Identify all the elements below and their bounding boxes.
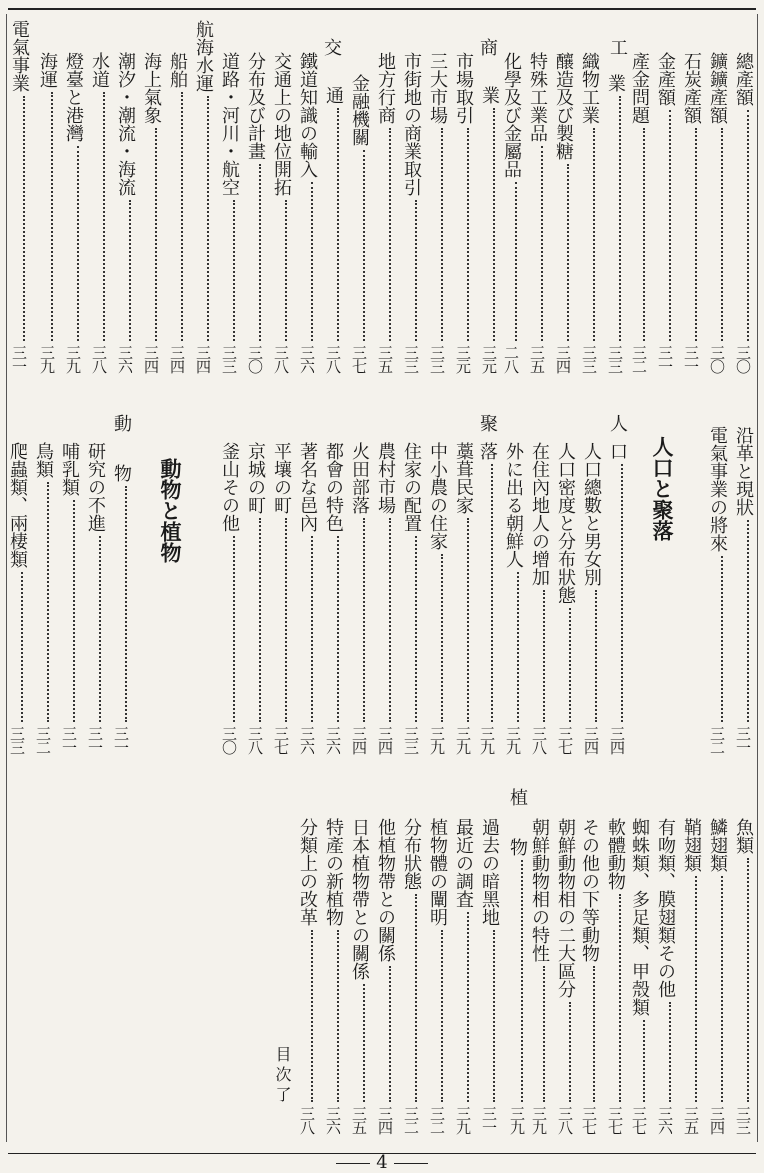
toc-entry-page: 三三 [428,345,446,373]
toc-entry-title: 人口密度と分布狀態 [555,442,576,604]
toc-entry [706,426,728,762]
toc-entry-title: 哺乳類 [59,442,80,496]
top-rule [8,8,756,10]
dot-leader [337,930,339,1102]
toc-entry-title: 分類上の改革 [297,818,318,926]
dot-leader [569,608,571,722]
dot-leader [747,520,749,722]
toc-band-2 [0,402,764,762]
dot-leader [363,150,365,341]
dot-leader [415,200,417,341]
toc-entry-title: 地方行商 [375,52,396,124]
toc-entry [348,442,370,762]
dot-leader [493,930,495,1102]
toc-entry [374,442,396,762]
toc-entry [114,52,136,381]
dot-leader [47,482,49,722]
toc-entry-page: 三四 [168,345,186,373]
toc-entry [348,74,370,381]
toc-entry-title: 藁葺民家 [453,442,474,514]
toc-entry-title: 業 [605,74,626,92]
toc-entry-title: 朝鮮動物相の二大區分 [555,818,576,998]
toc-entry-title: 道路・河川・航空 [219,52,240,196]
dot-leader [103,92,105,341]
toc-entry [84,442,106,762]
dot-leader [415,536,417,722]
toc-entry [426,818,448,1142]
dot-leader [643,1020,645,1102]
toc-entry [554,818,576,1142]
toc-entry [400,52,422,381]
toc-entry-page: 三五 [682,1106,700,1134]
toc-entry [580,442,602,762]
toc-entry-page: 三六 [324,1106,342,1134]
dot-leader [543,966,545,1102]
toc-entry-page: 三二 [428,1106,446,1134]
toc-entry [606,442,628,762]
toc-entry [654,818,676,1142]
toc-entry [218,442,240,762]
toc-entry-title: 業 [479,86,500,104]
dot-leader [363,984,365,1102]
toc-entry-page: 三元 [454,345,472,373]
toc-entry-page: 三一 [480,1106,498,1134]
toc-entry-page: 三九 [428,726,446,754]
dot-leader [21,572,23,722]
toc-entry-title: 總產額 [733,52,754,106]
toc-entry-page: 三三 [8,726,26,754]
toc-entry-title: 朝鮮動物相の特性 [529,818,550,962]
toc-entry [476,442,498,762]
toc-entry [322,442,344,762]
toc-entry [680,52,702,381]
toc-entry-page: 三〇 [734,345,752,373]
toc-end-note: 目次了 [273,1046,292,1106]
toc-entry-title: 他植物帶との關係 [375,818,396,962]
toc-entry-title: 過去の暗黑地 [479,818,500,926]
toc-entry-title: 通 [323,86,344,104]
toc-entry-title: 鞘翅類 [681,818,702,872]
toc-entry-title: 特殊工業品 [527,52,548,142]
toc-entry-page: 三〇 [708,345,726,373]
dot-leader [515,182,517,341]
toc-entry-page: 三七 [580,1106,598,1134]
toc-entry-page: 三七 [556,726,574,754]
toc-entry-page: 三九 [38,345,56,373]
toc-entry-title: 有吻類、膜翅類その他 [655,818,676,998]
toc-entry [578,818,600,1142]
toc-entry-page: 三九 [478,726,496,754]
toc-entry [322,86,344,381]
toc-entry [218,52,240,381]
toc-entry-page: 三八 [556,1106,574,1134]
chapter-heading-population: 人口と聚落 [650,436,674,541]
dot-leader [669,110,671,341]
toc-entry-page: 三六 [656,1106,674,1134]
section-marker-kou2: 交 [321,38,342,56]
toc-entry-page: 三六 [116,345,134,373]
toc-entry-title: 分布及び計畫 [245,52,266,160]
toc-entry-title: 鱗翅類 [707,818,728,872]
page-footer [0,1153,764,1173]
toc-entry-title: 植物體の闡明 [427,818,448,926]
toc-entry-title: 口 [607,442,628,460]
toc-entry [140,52,162,381]
toc-entry-page: 三二 [402,1106,420,1134]
toc-entry [400,442,422,762]
toc-entry [244,52,266,381]
toc-entry-page: 三三 [402,726,420,754]
toc-entry [732,426,754,762]
dot-leader [441,930,443,1102]
dot-leader [155,128,157,341]
toc-entry [552,52,574,381]
toc-entry-page: 三二 [630,345,648,373]
toc-entry-title: 航海水運 [193,20,214,92]
toc-entry-page: 三三 [220,345,238,373]
toc-entry-title: 水道 [89,52,110,88]
toc-entry [244,442,266,762]
toc-entry-page: 三四 [142,345,160,373]
toc-entry-page: 三一 [60,726,78,754]
toc-entry-page: 三四 [554,345,572,373]
toc-entry [110,464,132,762]
toc-entry-page: 三四 [708,1106,726,1134]
toc-entry-page: 三三 [734,1106,752,1134]
toc-entry-title: 交通上の地位開拓 [271,52,292,196]
toc-entry-title: 沿革と現狀 [733,426,754,516]
dot-leader [747,858,749,1102]
toc-entry-page: 三四 [350,726,368,754]
toc-entry-page: 三四 [376,1106,394,1134]
dot-leader [73,500,75,722]
page-number: 4 [376,1152,388,1173]
toc-entry [732,52,754,381]
toc-entry-page: 三〇 [246,345,264,373]
dot-leader [389,518,391,722]
toc-entry [296,442,318,762]
toc-entry-title: 特產の新植物 [323,818,344,926]
toc-entry-page: 二八 [502,345,520,373]
toc-entry [478,818,500,1142]
dot-leader [747,110,749,341]
toc-entry-title: 潮汐・潮流・海流 [115,52,136,196]
dot-leader [493,108,495,341]
dot-leader [567,164,569,341]
toc-entry-title: 鐵道知識の輸入 [297,52,318,178]
toc-entry-title: 分布狀態 [401,818,422,890]
toc-entry-title: 三大市場 [427,52,448,124]
toc-entry [526,52,548,381]
section-marker-kou: 工 [607,38,628,56]
toc-entry [374,818,396,1142]
toc-entry-title: 市街地の商業取引 [401,52,422,196]
toc-entry [452,818,474,1142]
toc-entry-page: 三四 [376,726,394,754]
dot-leader [467,912,469,1102]
toc-entry [554,442,576,762]
dot-leader [259,518,261,722]
toc-entry [604,818,626,1142]
toc-entry-page: 三五 [528,345,546,373]
toc-entry-title: 釀造及び製糖 [553,52,574,160]
toc-entry-title: 最近の調査 [453,818,474,908]
toc-entry-page: 三八 [246,726,264,754]
toc-entry-page: 三九 [530,1106,548,1134]
toc-entry [506,838,528,1142]
toc-entry-title: 中小農の住家 [427,442,448,550]
toc-entry [296,52,318,381]
dot-leader [311,930,313,1102]
dot-leader [695,128,697,341]
toc-entry-page: 三八 [324,345,342,373]
dot-leader [285,200,287,341]
toc-entry-page: 三六 [298,345,316,373]
toc-entry [36,52,58,381]
toc-entry-title: 物 [507,838,528,856]
toc-entry [426,52,448,381]
dot-leader [285,518,287,722]
dot-leader [595,590,597,722]
toc-entry-title: 蜘蛛類、多足類、甲殼類 [629,818,650,1016]
dot-leader [415,894,417,1102]
dot-leader [643,128,645,341]
toc-entry-title: 農村市場 [375,442,396,514]
toc-entry-page: 三八 [90,345,108,373]
toc-entry-title: 研究の不進 [85,442,106,532]
toc-band-3 [0,778,764,1142]
dot-leader [517,572,519,722]
toc-entry-title: 鑛鑛產額 [707,52,728,124]
dot-leader [129,200,131,341]
dot-leader [259,164,261,341]
toc-entry-title: 都會の特色 [323,442,344,532]
toc-entry-title: 人口總數と男女別 [581,442,602,586]
toc-entry-page: 三〇 [220,726,238,754]
toc-entry-title: 釜山その他 [219,442,240,532]
dot-leader [619,894,621,1102]
dot-leader [721,128,723,341]
dot-leader [337,108,339,341]
toc-entry [296,818,318,1142]
toc-entry-title: 著名な邑內 [297,442,318,532]
dot-leader [99,536,101,722]
dot-leader [593,128,595,341]
toc-entry-page: 三八 [298,1106,316,1134]
section-marker-dou: 動 [111,414,132,432]
toc-entry-title: 平壤の町 [271,442,292,514]
toc-entry-title: 市場取引 [453,52,474,124]
toc-entry [6,442,28,762]
toc-entry-page: 三五 [376,345,394,373]
dot-leader [491,464,493,722]
dot-leader [441,128,443,341]
dot-leader [467,128,469,341]
toc-entry [452,442,474,762]
section-marker-shou: 商 [477,38,498,56]
toc-entry-title: 金融機關 [349,74,370,146]
dot-leader [311,182,313,341]
toc-entry-title: 住家の配置 [401,442,422,532]
toc-entry-page: 三三 [606,345,624,373]
toc-band-1 [0,16,764,381]
dot-leader [621,464,623,722]
toc-entry-page: 三七 [606,1106,624,1134]
dot-leader [51,92,53,341]
toc-entry-page: 三七 [350,345,368,373]
toc-entry [192,20,214,381]
toc-entry-page: 三一 [734,726,752,754]
toc-entry [478,86,500,381]
toc-entry [452,52,474,381]
toc-entry-title: 在住內地人の增加 [529,442,550,586]
toc-entry [706,818,728,1142]
toc-entry-page: 三九 [64,345,82,373]
toc-entry-title: 海上氣象 [141,52,162,124]
toc-entry-title: 電氣事業の將來 [707,426,728,552]
dot-leader [721,556,723,722]
chapter-heading-fauna-flora: 動物と植物 [158,458,182,563]
toc-entry-title: 火田部落 [349,442,370,514]
toc-entry-page: 三一 [656,345,674,373]
toc-entry [654,52,676,381]
dot-leader [311,536,313,722]
dot-leader [467,518,469,722]
dot-leader [619,96,621,341]
toc-entry-page: 三二 [708,726,726,754]
section-marker-shuu: 聚 [477,414,498,432]
dot-leader [695,876,697,1102]
toc-entry [528,442,550,762]
dot-leader [77,146,79,341]
toc-entry [374,52,396,381]
toc-entry-page: 三三 [580,345,598,373]
toc-entry-page: 三九 [454,726,472,754]
dot-leader [337,536,339,722]
toc-entry-title: 魚類 [733,818,754,854]
toc-entry-page: 三九 [454,1106,472,1134]
toc-entry [270,52,292,381]
toc-entry-title: 軟體動物 [605,818,626,890]
toc-entry-page: 三元 [480,345,498,373]
toc-entry [680,818,702,1142]
toc-entry-title: 金產額 [655,52,676,106]
section-marker-shoku: 植 [507,788,528,806]
toc-entry-title: 物 [111,464,132,482]
toc-entry-title: 日本植物帶との關係 [349,818,370,980]
toc-entry [166,52,188,381]
dot-leader [181,92,183,341]
toc-entry-title: 外に出る朝鮮人 [503,442,524,568]
toc-entry-page: 三一 [682,345,700,373]
toc-entry-title: 鳥類 [33,442,54,478]
toc-entry [270,442,292,762]
toc-entry-page: 三一 [86,726,104,754]
dot-leader [363,518,365,722]
toc-entry-title: 海運 [37,52,58,88]
dot-leader [541,146,543,341]
toc-entry-page: 三八 [530,726,548,754]
toc-entry [628,52,650,381]
toc-entry-title: 京城の町 [245,442,266,514]
toc-entry-title: 產金問題 [629,52,650,124]
toc-entry-title: 燈臺と港灣 [63,52,84,142]
toc-entry [502,442,524,762]
toc-entry [500,52,522,381]
toc-entry [732,818,754,1142]
dot-leader [233,536,235,722]
toc-entry [8,20,30,381]
section-marker-jin: 人 [607,414,628,432]
dot-leader [521,860,523,1102]
toc-entry [400,818,422,1142]
dot-leader [593,966,595,1102]
toc-entry [322,818,344,1142]
dot-leader [543,590,545,722]
toc-entry-title: その他の下等動物 [579,818,600,962]
toc-entry-title: 電氣事業 [9,20,30,92]
toc-entry-title: 爬蟲類、兩棲類 [7,442,28,568]
toc-entry [88,52,110,381]
dot-leader [569,1002,571,1102]
toc-entry [528,818,550,1142]
dot-leader [207,96,209,341]
toc-entry-page: 三二 [34,726,52,754]
footer-dash-right [394,1163,428,1164]
toc-entry-page: 三四 [194,345,212,373]
toc-entry-page: 三六 [298,726,316,754]
toc-entry-page: 三五 [350,1106,368,1134]
toc-entry [32,442,54,762]
dot-leader [721,876,723,1102]
toc-entry-page: 三七 [630,1106,648,1134]
toc-entry-page: 三三 [402,345,420,373]
toc-entry [62,52,84,381]
dot-leader [389,966,391,1102]
toc-entry-page: 三一 [112,726,130,754]
toc-entry-title: 落 [477,442,498,460]
dot-leader [23,96,25,341]
toc-entry-page: 三四 [608,726,626,754]
toc-entry-title: 船舶 [167,52,188,88]
toc-entry-page: 三一 [10,345,28,373]
dot-leader [669,1002,671,1102]
toc-entry-title: 化學及び金屬品 [501,52,522,178]
dot-leader [441,554,443,722]
toc-entry-page: 三四 [582,726,600,754]
toc-entry-page: 三九 [504,726,522,754]
toc-entry-page: 三八 [272,345,290,373]
toc-entry-page: 三九 [508,1106,526,1134]
toc-entry-title: 織物工業 [579,52,600,124]
dot-leader [233,200,235,341]
toc-entry [426,442,448,762]
toc-entry-page: 三七 [272,726,290,754]
toc-entry [578,52,600,381]
dot-leader [389,128,391,341]
toc-entry [604,74,626,381]
footer-dash-left [336,1163,370,1164]
toc-entry [628,818,650,1142]
toc-entry-title: 石炭產額 [681,52,702,124]
toc-entry [706,52,728,381]
toc-entry [348,818,370,1142]
toc-entry-page: 三六 [324,726,342,754]
toc-entry [58,442,80,762]
dot-leader [125,486,127,722]
